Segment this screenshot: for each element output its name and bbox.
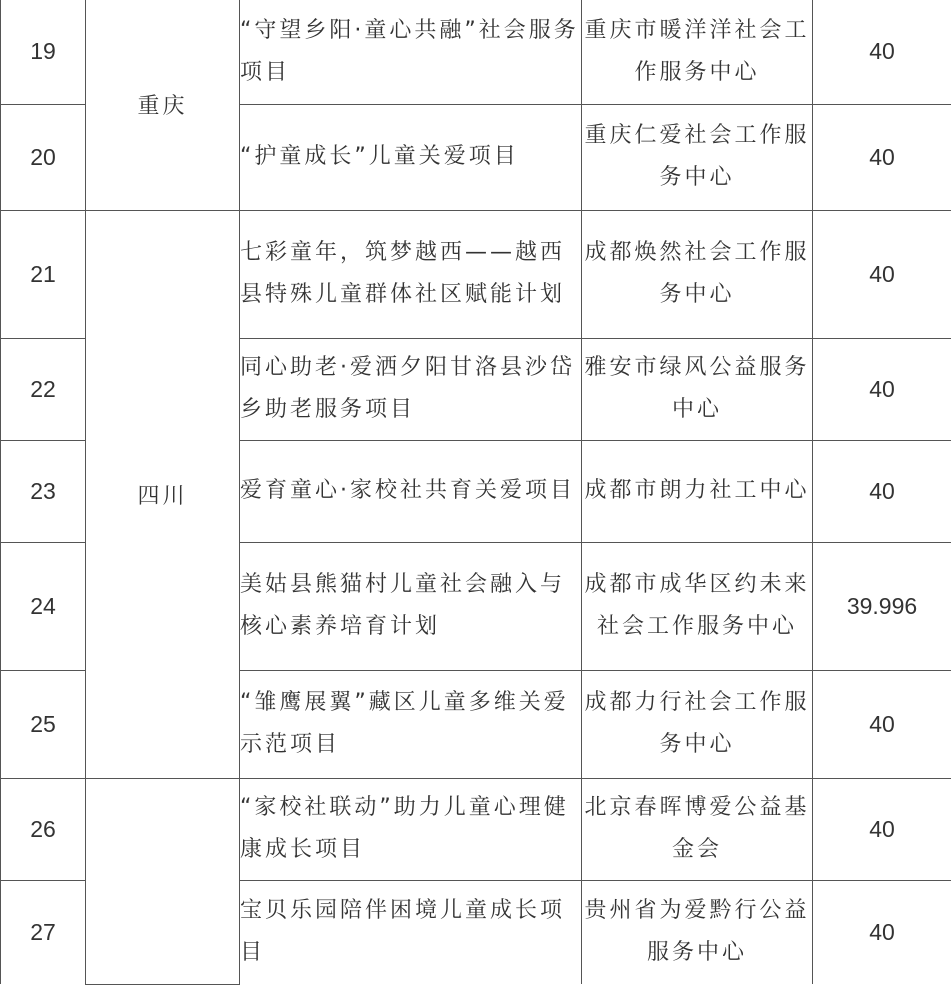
organization-name: 成都市成华区约未来社会工作服务中心 (582, 542, 813, 670)
organization-name: 贵州省为爱黔行公益服务中心 (582, 880, 813, 984)
row-number: 23 (1, 440, 86, 542)
organization-name: 成都市朗力社工中心 (582, 440, 813, 542)
table-row (1, 0, 951, 104)
funding-amount: 40 (813, 210, 951, 338)
funding-amount: 40 (813, 670, 951, 778)
organization-name: 成都焕然社会工作服务中心 (582, 210, 813, 338)
province-cell-chongqing: 重庆 (86, 0, 240, 210)
funding-amount: 40 (813, 880, 951, 984)
province-cell-sichuan: 四川 (86, 210, 240, 778)
row-number: 26 (1, 778, 86, 880)
table-row (1, 778, 951, 880)
province-cell-next (86, 778, 240, 984)
project-name: “家校社联动”助力儿童心理健康成长项目 (240, 778, 582, 880)
row-number: 20 (1, 104, 86, 210)
row-number: 19 (1, 0, 86, 104)
funding-amount: 40 (813, 104, 951, 210)
funding-amount: 40 (813, 338, 951, 440)
funding-amount: 39.996 (813, 542, 951, 670)
project-name: 同心助老·爱洒夕阳甘洛县沙岱乡助老服务项目 (240, 338, 582, 440)
project-name: 爱育童心·家校社共育关爱项目 (240, 440, 582, 542)
table-row (1, 210, 951, 338)
organization-name: 北京春晖博爱公益基金会 (582, 778, 813, 880)
row-number: 25 (1, 670, 86, 778)
project-name: 宝贝乐园陪伴困境儿童成长项目 (240, 880, 582, 984)
project-name: “雏鹰展翼”藏区儿童多维关爱示范项目 (240, 670, 582, 778)
row-number: 24 (1, 542, 86, 670)
row-number: 21 (1, 210, 86, 338)
project-name: “护童成长”儿童关爱项目 (240, 104, 582, 210)
row-number: 27 (1, 880, 86, 984)
organization-name: 雅安市绿风公益服务中心 (582, 338, 813, 440)
organization-name: 重庆仁爱社会工作服务中心 (582, 104, 813, 210)
organization-name: 成都力行社会工作服务中心 (582, 670, 813, 778)
organization-name: 重庆市暖洋洋社会工作服务中心 (582, 0, 813, 104)
row-number: 22 (1, 338, 86, 440)
funding-amount: 40 (813, 778, 951, 880)
project-name: “守望乡阳·童心共融”社会服务项目 (240, 0, 582, 104)
project-name: 七彩童年，筑梦越西——越西县特殊儿童群体社区赋能计划 (240, 210, 582, 338)
funding-amount: 40 (813, 440, 951, 542)
funding-amount: 40 (813, 0, 951, 104)
project-name: 美姑县熊猫村儿童社会融入与核心素养培育计划 (240, 542, 582, 670)
